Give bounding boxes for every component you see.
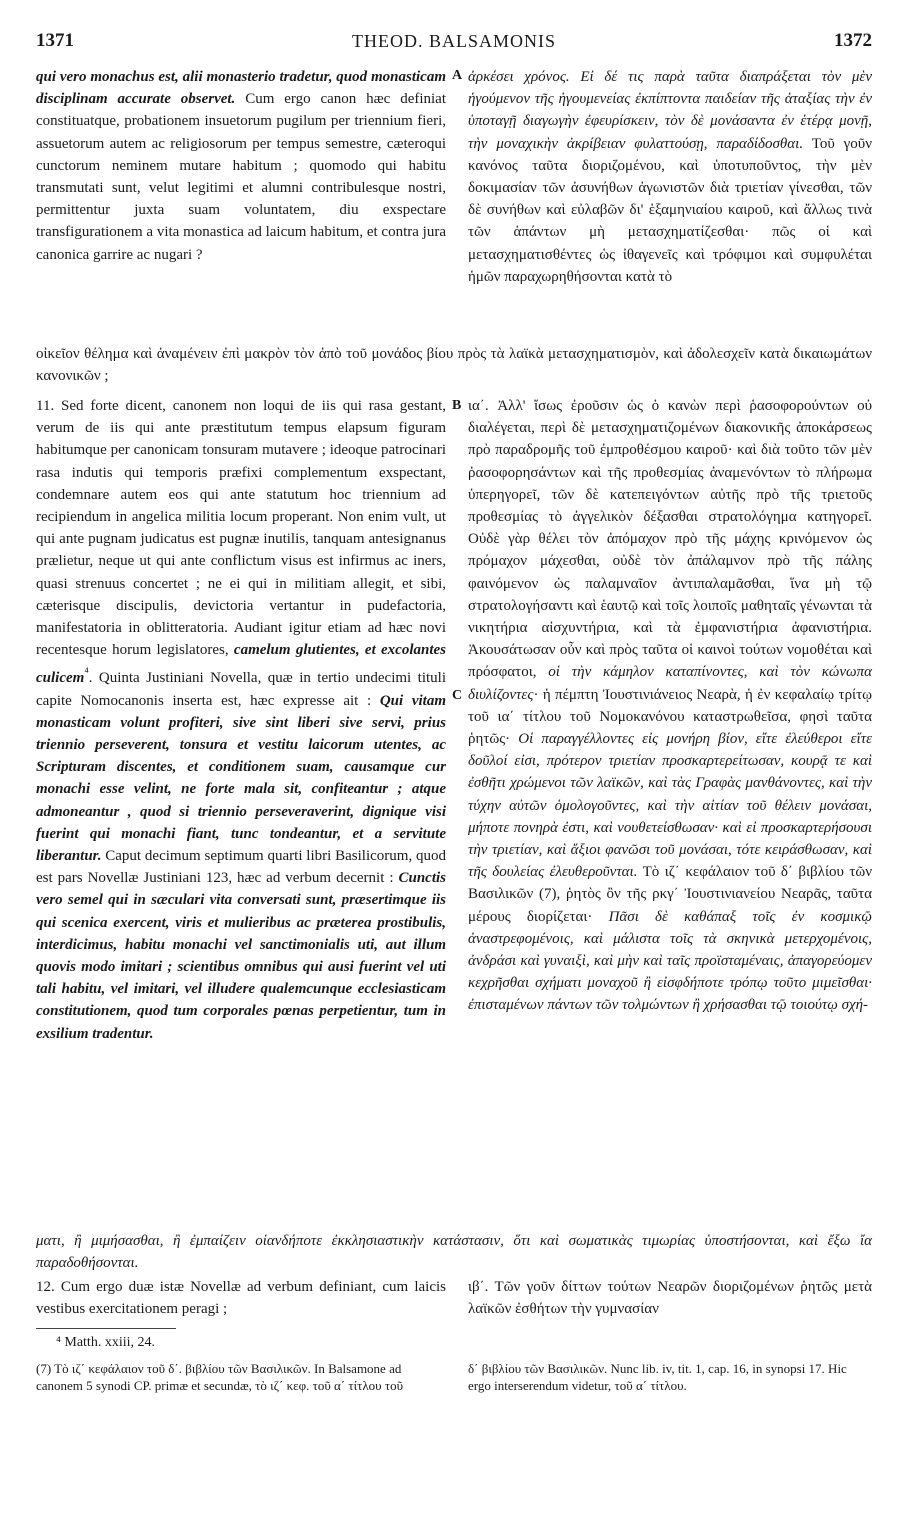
greek-paragraph-11: ια΄. Ἀλλ' ἴσως ἐροῦσιν ὡς ὁ κανὼν περὶ ῥασοφορούντων οὐ διαλέγεται, περὶ δὲ μετασχηματιζομένων διακονικῆς ἀποκάρσεως πρὸ παραδρομῆς τοῦ ἐμπροθέσμου καιροῦ· καὶ διὰ τοῦτο τῶν μὲν ῥασοφορησάντων καὶ τῆς προθεσμίας ἀναμενόντων τὸ πλήρωμα ὑπερηγορεῖ, τῶν δὲ κατεπειγόντων αὐτῆς πρὸ τῆς τριετοῦς προθεσμίας τὸ ἀγγελικὸν δέξασθαι στρατολόγημα κατηγορεῖ. Οὐδὲ γὰρ θέλει τὸν ἀπόμαχον πρὸ τῆς μάχης κρινόμενον ὡς πρόμαχον μάχεσθαι, οὐδὲ τὸν ἀπάλαμνον πρὸ τῆς πάλης φαινόμενον ὡς παλαμναῖον ἀντιπαλαμᾶσθαι, ἵνα μὴ τῷ στρατολογήσαντι καὶ ἑαυτῷ καὶ τοῖς λοιποῖς μαθηταῖς γένωνται τὰ νικητήρια αἰσχυντήρια, καὶ τὰ ἐμφανιστήρια ἀφανιστήρια. Ἀκουσάτωσαν οὖν καὶ πρὸς ταῦτα οἱ καινοὶ τούτων νομοθέται καὶ πρόσφατοι, <box>468 398 872 681</box>
latin-italic-quote: Cunctis vero semel qui in sæculari vita conversati sunt, præsertimque iis qui scenica exercent, viris et mulieribus ac præterea prostibulis, interdicimus, habitu monachi vel sanctimonialis uti, aut illum quovis modo imitari ; scientibus omnibus qui ausi fuerint vel uti tali habitu, vel imitari, vel illudere qualemcunque ecclesiasticam constitutionem, quod tum corporales pœnas perpetientur, tum in exsilium tradentur. <box>36 870 446 1042</box>
greek-italic-quote: οἱ τὴν κάμηλον καταπίνοντες, καὶ τὸν κώνωπα διυλίζοντες <box>468 664 872 703</box>
running-title: THEOD. BALSAMONIS <box>351 31 556 51</box>
greek-column-block-2 <box>468 395 872 1017</box>
latin-paragraph-12: 12. Cum ergo duæ istæ Novellæ ad verbum definiant, cum laicis vestibus exercitationem peragi ; <box>36 1279 446 1318</box>
greek-text: · ἡ πέμπτη Ἰουστινιάνειος Νεαρὰ, ἡ ἐν κεφαλαίῳ τρίτῳ τοῦ ια΄ τίτλου τοῦ Νομοκανόνου καταστρωθεῖσα, φησὶ ταῦτα ῥητῶς· <box>468 686 872 748</box>
footnote-rule <box>36 1328 176 1329</box>
greek-full-width-line-2: ματι, ἢ μιμήσασθαι, ἢ ἐμπαίζειν οἱανδήποτε ἐκκλησιαστικὴν κατάστασιν, ὅτι καὶ σωματικὰς τιμωρίας ὑποστήσονται, καὶ ἔξω ἴα παραδοθήσονται. <box>36 1233 872 1271</box>
latin-text: Caput decimum septimum quarti libri Basilicorum, quod est pars Novellæ Justiniani 123, hæc ad verbum decernit : <box>36 848 446 887</box>
greek-italic-text: ἀρκέσει χρόνος. Εἰ δέ τις παρὰ ταῦτα διαπράξεται τὸν μὲν ἡγούμενον τῆς ἡγουμενείας ἐκπίπτοντα παιδείαν τῆς ἀταξίας τὴν ἐν ὑποταγῇ διαγωγὴν ἐφευρίσκειν, τὸν δὲ μονάσαντα ἐν ἑτέρᾳ μονῇ, τὴν μοναχικὴν ἀκρίβειαν φυλαττούσῃ, παραδίδοσθαι. <box>468 69 872 152</box>
footnote-7-right: δ΄ βιβλίου τῶν Βασιλικῶν. Nunc lib. iv, tit. 1, cap. 16, in synopsi 17. Hic ergo interserendum videtur, τοῦ α΄ τίτλου. <box>468 1361 847 1393</box>
latin-paragraph-11: 11. Sed forte dicent, canonem non loqui de iis qui rasa gestant, verum de iis qui ante præstitutum tempus elapsum figuram habitumque per canonicam tonsuram mutavere ; ideoque patrocinari rasa indutis qui temporis præfixi complementum exspectant, condemnare autem eos qui ante statutum hoc triennium ad recipiendum in angelica militia locum properant. Non enim vult, ut qui ante pugnam judicatus est pugnæ inutilis, tanquam antesignanus prælietur, neque ut qui ante conflictum visus est infirmus ac iners, quasi strenuus concertet ; ne ei qui in militiam allegit, et sibi, cæterisque discipulis, devictoria vertantur in pudefactoria, manifestatoria in oblitteratoria. Audiant igitur etiam ad hæc novi recentesque horum legislatores, <box>36 398 446 659</box>
latin-text: . Quinta Justiniani Novella, quæ in tertio undecimi tituli capite Nomocanonis inserta est, hæc expresse ait : <box>36 670 446 709</box>
greek-text: Τὸ ιζ΄ κεφάλαιον τοῦ δ΄ βιβλίου τῶν Βασιλικῶν (7), ῥητὸς ὂν τῆς ρκγ΄ Ἰουστινιανείου Νεαρᾶς, ταῦτα μέρους διορίζεται· <box>468 864 873 925</box>
greek-paragraph-12: ιβ΄. Τῶν γοῦν δίττων τούτων Νεαρῶν διοριζομένων ῥητῶς μετὰ λαϊκῶν ἐσθήτων τὴν γυμνασίαν <box>468 1279 872 1318</box>
margin-letter-b: B <box>452 398 462 413</box>
margin-letter-c: C <box>452 688 463 703</box>
footnote-7-left: (7) Τὸ ιζ΄ κεφάλαιον τοῦ δ΄. βιβλίου τῶν Βασιλικῶν. In Balsamone ad canonem 5 synodi CP. primæ et secundæ, τὸ ιζ΄ κεφ. τοῦ α΄ τίτλου τοῦ <box>36 1361 404 1393</box>
latin-italic-text: quod monasticam disciplinam accurate observet. <box>36 69 446 108</box>
footnote-matthew: ⁴ Matth. xxiii, 24. <box>56 1335 155 1350</box>
latin-column-block-2 <box>36 395 446 1045</box>
page-number-right: 1372 <box>834 30 872 51</box>
latin-italic-quote: camelum glutientes, et excolantes culicem <box>36 642 447 687</box>
latin-column-block-1 <box>36 66 446 266</box>
greek-italic-quote: Οἱ παραγγέλλοντες εἰς μονήρη βίον, εἴτε ἐλεύθεροι εἴτε δοῦλοί εἰσι, πρότερον τριετίαν προσκαρτερείτωσαν, κουρᾷ τε καὶ ἐσθῆτι χρώμενοι τῶν λαϊκῶν, καὶ τὰς Γραφὰς μανθάνοντες, καὶ τὴν τύχην αὐτῶν ὁμολογοῦντες, καὶ τὴν αἰτίαν τοῦ θέλειν μονάσαι, μήποτε πονηρὰ ἐστι, καὶ νουθετείσθωσαν· καὶ εἰ προσκαρτερήσουσι τὴν τριετίαν, καὶ ἄξιοι φανῶσι τοῦ μονάσαι, τότε κειράσθωσαν, καὶ τῆς δουλείας ἐλευθεροῦνται. <box>468 731 872 881</box>
greek-full-width-line-1: οἰκεῖον θέλημα καὶ ἀναμένειν ἐπὶ μακρὸν τὸν ἀπὸ τοῦ μονάδος βίου πρὸς τὰ λαϊκὰ μετασχηματισμὸν, καὶ ἀδολεσχεῖν κατὰ δικαιωμάτων κανονικῶν ; <box>36 346 872 384</box>
greek-paragraph: Τοῦ γοῦν κανόνος ταῦτα διοριζομένου, καὶ ὑποτυποῦντος, τὴν μὲν δοκιμασίαν τῶν ἀσυνήθων ἀγωνιστῶν διὰ τριετίαν γίνεσθαι, τῶν δὲ συνήθων καὶ εὐλαβῶν δι' ἑξαμηνιαίου καιροῦ, καὶ ἄλλως τινὰ τῶν ἁπάντων μὴ μετασχηματίζεσθαι· πῶς οἱ καὶ μετασχηματισθέντες ὡς ἰθαγενεῖς καὶ τρόφιμοι καὶ συμφυλέται ἡμῶν παραχωρηθήσονται κατὰ τὸ <box>468 135 872 285</box>
page-number-left: 1371 <box>36 30 74 51</box>
greek-italic-quote: Πᾶσι δὲ καθάπαξ τοῖς ἐν κοσμικῷ ἀναστρεφομένοις, καὶ μάλιστα τοῖς τὰ σκηνικὰ μετερχομένοις, ἀνδράσι καὶ γυναιξὶ, καὶ μὴν καὶ ταῖς προϊσταμέναις, ἀπαγορεύομεν κεχρῆσθαι σχήματι μοναχοῦ ἢ εἰσφδήποτε τρόπῳ τοῦτο μιμεῖσθαι· ἐπισταμένων πάντων τῶν τολμώντων ἢ χρήσασθαι τῷ τοιούτῳ σχή- <box>468 908 872 1014</box>
footnote-marker: ⁴ <box>84 665 89 680</box>
latin-italic-text: qui vero monachus est, alii monasterio tradetur, <box>36 69 333 85</box>
latin-italic-quote: Qui vitam monasticam volunt profiteri, sive sint liberi sive servi, prius triennio perseverent, tonsura et vestitu laicorum utentes, ac Scripturam discentes, et conditionem suam, causamque cur monachi esse velint, ne forte mala sit, confiteantur ; atque admoneantur , quod si triennio perseveraverint, dignique visi fuerint qui monachi fiant, tunc tondeantur, et a servitute liberantur. <box>36 692 446 865</box>
latin-paragraph: Cum ergo canon hæc definiat constituatque, probationem insuetorum pugilum per triennium fieri, assuetorum autem ac religiosorum per tempus semestre, cæteroqui cunctorum neminem mutare habitum ; quomodo qui habitu transmutati sunt, velut legitimi et alumni contribulesque nostri, permittentur juxta suam voluntatem, diu exspectare transfigurationem a vita monastica ad laicum habitum, et contra jura canonica garrire ac nugari ? <box>36 91 447 263</box>
margin-letter-a: A <box>452 68 463 83</box>
page-header <box>36 30 872 60</box>
greek-column-block-1 <box>468 66 872 288</box>
